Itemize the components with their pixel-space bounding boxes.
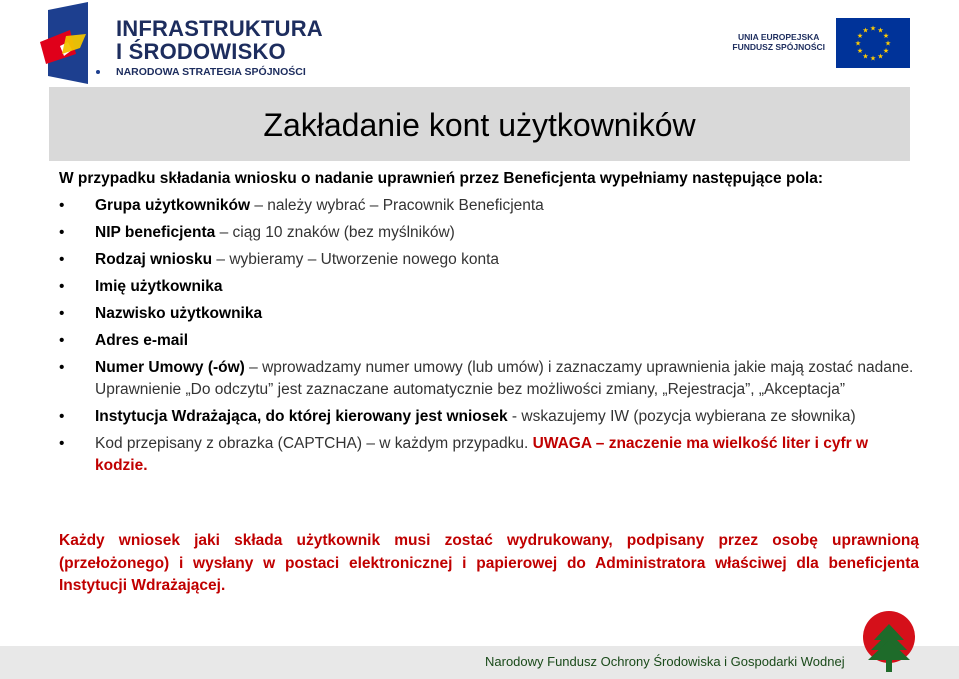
item-label: NIP beneficjenta [95,224,216,241]
eu-star-icon: ★ [856,32,864,40]
item-label: Grupa użytkowników [95,197,251,214]
bullet-icon: • [59,197,65,214]
infrastruktura-logo-text [116,18,323,80]
item-label: Adres e-mail [95,332,189,349]
title-band [49,87,910,161]
eu-label-line2: FUNDUSZ SPÓJNOŚCI [732,42,825,52]
eu-star-icon: ★ [869,24,877,33]
list-item [59,276,921,298]
bullet-icon: • [59,332,65,349]
item-text: – ciąg 10 znaków (bez myślników) [215,224,455,241]
eu-star-icon: ★ [856,47,864,55]
item-label: Numer Umowy (-ów) [95,359,245,376]
list-item [59,249,921,271]
bullet-icon: • [59,224,65,241]
eu-star-icon: ★ [854,39,862,48]
footer-text: Narodowy Fundusz Ochrony Środowiska i Gospodarki Wodnej [485,654,845,669]
page-title: Zakładanie kont użytkowników [263,107,696,143]
eu-flag-icon [836,18,910,68]
bullet-icon: • [59,305,65,322]
eu-label-line1: UNIA EUROPEJSKA [738,32,820,42]
item-text: – wprowadzamy numer umowy (lub umów) i zaznaczamy uprawnienia jakie mają zostać nadane. Uprawnienie „Do odczytu” jest zaznaczane automatycznie bez możliwości zmiany, „Rejestracja”, „Akceptacja” [95,359,914,398]
eu-star-icon: ★ [877,26,884,35]
nfosigw-logo-icon [862,610,916,676]
bullet-icon: • [59,251,65,268]
eu-label [732,32,825,52]
bullet-icon: • [59,278,65,295]
note-text: Każdy wniosek jaki składa użytkownik musi zostać wydrukowany, podpisany przez osobę uprawnioną (przełożonego) i wysłany w postaci elektronicznej i papierowej do Administratora właściwej dla beneficjenta Instytucji Wdrażającej. [59,532,919,594]
list-item [59,357,921,401]
bullet-icon: • [59,359,65,376]
content [59,167,921,482]
list-item [59,330,921,352]
field-list [59,195,921,477]
list-item [59,433,921,477]
item-label: Rodzaj wniosku [95,251,213,268]
logo-line2: I ŚRODOWISKO [116,39,286,64]
eu-star-icon: ★ [882,32,890,40]
eu-star-icon: ★ [884,39,892,48]
bullet-icon: • [59,435,65,452]
eu-star-icon: ★ [862,52,869,61]
eu-star-icon: ★ [862,26,869,35]
item-text: – wybieramy – Utworzenie nowego konta [212,251,500,268]
list-item [59,222,921,244]
bullet-icon: • [59,408,65,425]
item-text: – należy wybrać – Pracownik Beneficjenta [250,197,544,214]
warning-text: UWAGA – znaczenie ma wielkość liter i cyfr w kodzie. [95,435,869,474]
eu-star-icon: ★ [877,52,884,61]
list-item [59,406,921,428]
item-text: - wskazujemy IW (pozycja wybierana ze słownika) [507,408,856,425]
item-label: Nazwisko użytkownika [95,305,263,322]
intro-text: W przypadku składania wniosku o nadanie uprawnień przez Beneficjenta wypełniamy następujące pola: [59,170,823,187]
eu-star-icon: ★ [869,54,877,63]
logo-line1: INFRASTRUKTURA [116,16,323,41]
infrastruktura-logo-icon [40,2,112,84]
item-text: Kod przepisany z obrazka (CAPTCHA) – w każdym przypadku. [95,435,533,452]
item-label: Imię użytkownika [95,278,223,295]
logo-line3: NARODOWA STRATEGIA SPÓJNOŚCI [116,66,306,78]
footer-band [0,646,959,679]
eu-star-icon: ★ [882,47,890,55]
item-label: Instytucja Wdrażająca, do której kierowany jest wniosek [95,408,508,425]
header [0,0,959,86]
list-item [59,195,921,217]
list-item [59,303,921,325]
